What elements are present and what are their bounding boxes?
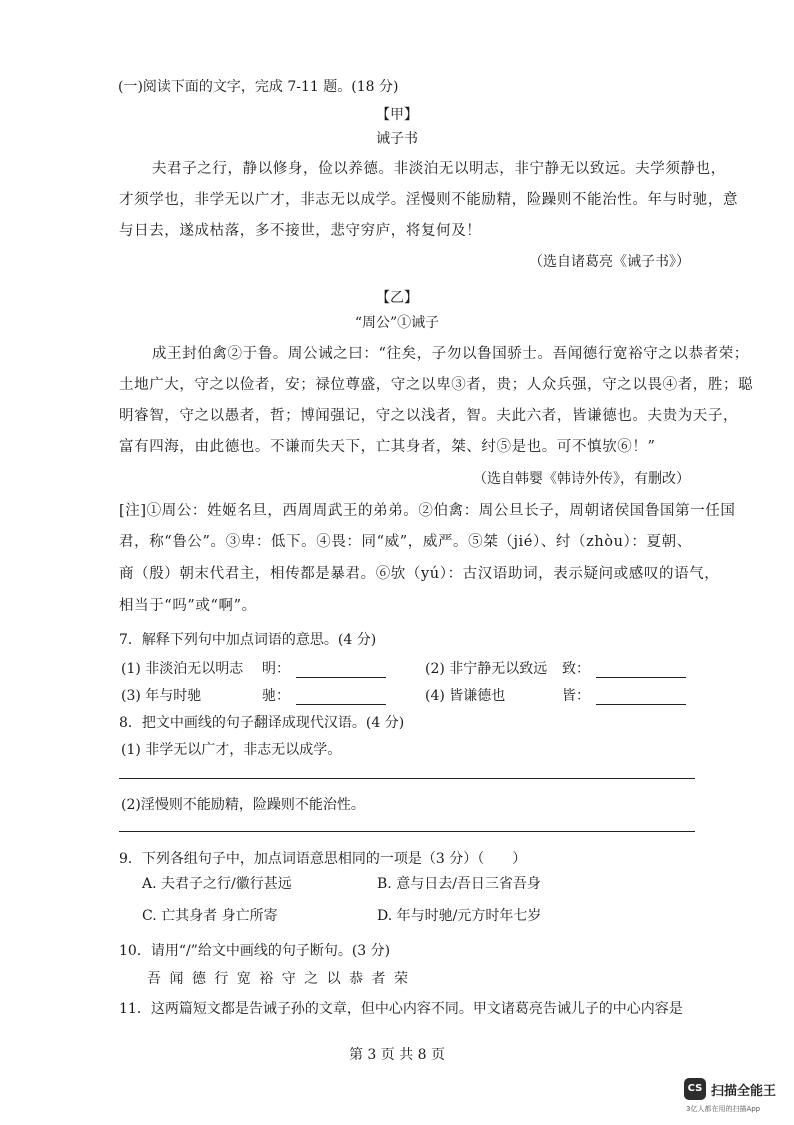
q9-option-b: B. 意与日去/吾日三省吾身 [377,876,541,892]
q7-item-3-blank[interactable] [296,690,386,705]
q11-prompt: 11．这两篇短文都是告诫子孙的文章，但中心内容不同。甲文诸葛亮告诫儿子的中心内容是 [119,1001,683,1017]
q7-item-2-answer [562,658,686,678]
q7-item-2-blank[interactable] [596,663,686,678]
q9-option-d: D. 年与时驰/元方时年七岁 [377,908,542,924]
q8-answer-line-1[interactable] [119,778,695,779]
scanner-logo-icon: CS [684,1078,706,1100]
q7-item-3-answer [262,685,386,705]
note-line-3: 商（殷）朝末代君主，相传都是暴君。⑥欤（yú）：古汉语助词，表示疑问或感叹的语气， [119,566,720,582]
jia-label: 【甲】 [376,107,418,123]
q7-item-3-key: 驰： [262,688,290,704]
q8-answer-line-2[interactable] [119,831,695,832]
q7-item-1-answer [262,658,386,678]
yi-line-3: 明睿智，守之以愚者，哲；博闻强记，守之以浅者，智。夫此六者，皆谦德也。夫贵为天子， [119,408,739,424]
q7-item-1-text: (1) 非淡泊无以明志 [121,661,244,677]
note-line-1: [注]①周公：姓姬名旦，西周周武王的弟弟。②伯禽：周公旦长子，周朝诸侯国鲁国第一任国 [119,503,736,519]
jia-source: （选自诸葛亮《诫子书》） [529,254,690,270]
note-line-2: 君，称“鲁公”。③卑：低下。④畏：同“威”，威严。⑤桀（jié）、纣（zhòu）：夏朝、 [119,534,692,550]
q10-sentence: 吾 闻 德 行 宽 裕 守 之 以 恭 者 荣 [147,971,410,987]
jia-title: 诫子书 [376,131,418,147]
q9-option-c: C. 亡其身者 身亡所寄 [142,908,278,924]
q7-prompt: 7．解释下列句中加点词语的意思。(4 分) [119,632,377,648]
q7-item-3-text: (3) 年与时驰 [121,688,202,704]
q7-item-2-text: (2) 非宁静无以致远 [425,661,548,677]
yi-source: （选自韩婴《韩诗外传》，有删改） [473,471,690,487]
yi-label: 【乙】 [376,290,418,306]
q8-item-1: (1) 非学无以广才，非志无以成学。 [121,742,342,758]
yi-title: “周公”①诫子 [354,315,440,331]
q7-item-4-key: 皆： [562,688,590,704]
q9-prompt: 9．下列各组句子中，加点词语意思相同的一项是（3 分）（ ） [119,851,527,867]
jia-line-1: 夫君子之行，静以修身，俭以养德。非淡泊无以明志，非宁静无以致远。夫学须静也， [152,161,726,177]
scanner-title: 扫描全能王 [711,1084,777,1099]
yi-line-1: 成王封伯禽②于鲁。周公诫之曰：“往矣，子勿以鲁国骄士。吾闻德行宽裕守之以恭者荣； [152,346,749,362]
q7-item-4-text: (4) 皆谦德也 [425,688,506,704]
q7-item-2-key: 致： [562,661,590,677]
q7-item-1 [121,658,243,678]
yi-line-4: 富有四海，由此德也。不谦而失天下，亡其身者，桀、纣⑤是也。可不慎欤⑥！” [119,439,656,455]
note-line-4: 相当于“吗”或“啊”。 [119,598,257,614]
jia-line-3: 与日去，遂成枯落，多不接世，悲守穷庐，将复何及！ [119,223,482,239]
scanner-subtitle: 3亿人都在用的扫描App [686,1105,761,1113]
q8-prompt: 8．把文中画线的句子翻译成现代汉语。(4 分) [119,715,405,731]
q7-item-1-key: 明： [262,661,290,677]
q9-option-a: A. 夫君子之行/徽行甚远 [142,876,292,892]
q7-item-2 [425,658,547,678]
q7-item-1-blank[interactable] [296,663,386,678]
q7-item-4-answer [562,685,686,705]
q10-prompt: 10．请用“/”给文中画线的句子断句。(3 分) [119,943,391,959]
q7-item-3 [121,685,201,705]
q7-item-4-blank[interactable] [596,690,686,705]
q8-item-2: (2)淫慢则不能励精，险躁则不能治性。 [121,797,365,813]
page-number: 第 3 页 共 8 页 [348,1047,446,1063]
yi-line-2: 土地广大，守之以俭者，安；禄位尊盛，守之以卑③者，贵；人众兵强，守之以畏④者，胜；聪 [119,377,754,393]
jia-line-2: 才须学也，非学无以广才，非志无以成学。淫慢则不能励精，险躁则不能治性。年与时驰，意 [119,192,739,208]
q7-item-4 [425,685,505,705]
section-heading: (一)阅读下面的文字，完成 7-11 题。(18 分) [118,79,399,95]
